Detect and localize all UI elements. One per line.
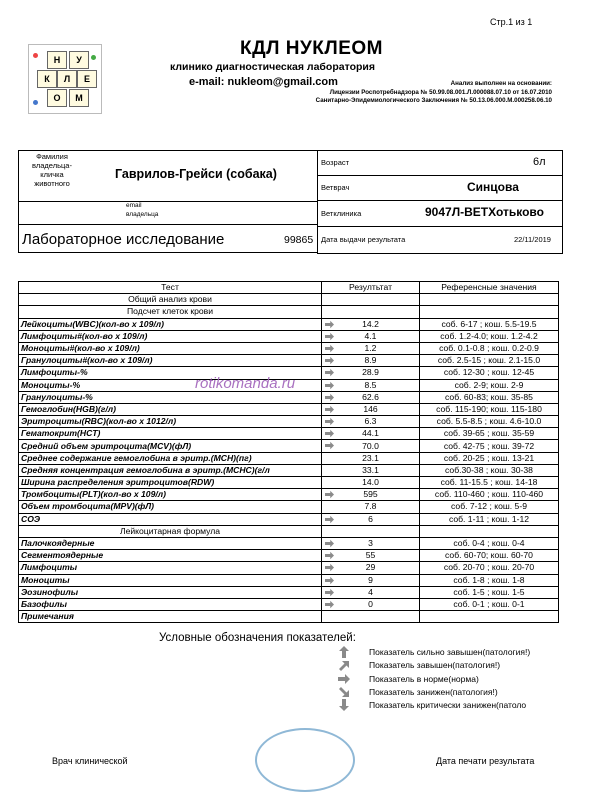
watermark: rotikomanda.ru bbox=[195, 375, 296, 392]
cell-ref: соб. 60-70; кош. 60-70 bbox=[420, 550, 559, 562]
cell-result bbox=[322, 489, 420, 501]
cell-result bbox=[322, 464, 420, 476]
cell-test: Лейкоцитарная формула bbox=[19, 525, 322, 537]
arrow-right-icon bbox=[324, 332, 335, 341]
cell-test: Средняя концентрация гемоглобина в эритр.(MCHC)(г/л bbox=[19, 464, 322, 476]
cell-ref: соб. 12-30 ; кош. 12-45 bbox=[420, 367, 559, 379]
cell-ref: соб. 110-460 ; кош. 110-460 bbox=[420, 489, 559, 501]
table-row bbox=[19, 513, 559, 525]
cell-test: Объем тромбоцита(MPV)(фЛ) bbox=[19, 501, 322, 513]
legend-item: Показатель критически занижен(патоло bbox=[369, 700, 527, 710]
arrow-up-double-icon bbox=[338, 646, 350, 658]
cell-test: Подсчет клеток крови bbox=[19, 306, 322, 318]
cell-result bbox=[322, 562, 420, 574]
legend-item: Показатель сильно завышен(патология!) bbox=[369, 647, 531, 657]
cell-result bbox=[322, 318, 420, 330]
basis-line: Анализ выполнен на основании: bbox=[450, 80, 552, 87]
lab-email: e-mail: nukleom@gmail.com bbox=[189, 76, 338, 88]
cell-result bbox=[322, 611, 420, 623]
age-value: 6л bbox=[533, 156, 546, 168]
cell-result bbox=[322, 501, 420, 513]
cell-result bbox=[322, 477, 420, 489]
cell-test: Сегментоядерные bbox=[19, 550, 322, 562]
cell-result bbox=[322, 525, 420, 537]
result-value: 29 bbox=[365, 562, 376, 573]
result-value: 8.9 bbox=[364, 355, 377, 366]
cell-ref: соб. 1.2-4.0; кош. 1.2-4.2 bbox=[420, 330, 559, 342]
table-row bbox=[19, 562, 559, 574]
cell-ref: соб. 20-70 ; кош. 20-70 bbox=[420, 562, 559, 574]
cell-test: Лимфоциты#(кол-во х 109/л) bbox=[19, 330, 322, 342]
cell-test: Лейкоциты(WBC)(кол-во х 109/л) bbox=[19, 318, 322, 330]
result-value: 595 bbox=[363, 489, 378, 500]
table-section-row bbox=[19, 294, 559, 306]
table-row bbox=[19, 416, 559, 428]
logo-letter: О bbox=[47, 89, 67, 107]
cell-result bbox=[322, 379, 420, 391]
arrow-right-icon bbox=[324, 393, 335, 402]
table-row bbox=[19, 428, 559, 440]
result-value: 55 bbox=[365, 550, 376, 561]
cell-result bbox=[322, 586, 420, 598]
result-value: 8.5 bbox=[364, 379, 377, 390]
arrow-right-icon bbox=[324, 320, 335, 329]
cell-test: СОЭ bbox=[19, 513, 322, 525]
print-date-label: Дата печати результата bbox=[436, 756, 535, 766]
arrow-right-icon bbox=[324, 417, 335, 426]
cell-result bbox=[322, 391, 420, 403]
clinic-label: Ветклиника bbox=[321, 209, 362, 218]
page-number: Стр.1 из 1 bbox=[490, 17, 533, 27]
arrow-right-icon bbox=[324, 429, 335, 438]
lab-name: КДЛ НУКЛЕОМ bbox=[240, 38, 383, 59]
logo-letter: Н bbox=[47, 51, 67, 69]
clinic-value: 9047Л-ВЕТХотьково bbox=[425, 205, 544, 219]
cell-test: Эритроциты(RBC)(кол-во х 1012/л) bbox=[19, 416, 322, 428]
cell-ref: соб. 7-12 ; кош. 5-9 bbox=[420, 501, 559, 513]
cell-result bbox=[322, 513, 420, 525]
result-value: 6.3 bbox=[364, 416, 377, 427]
basis-line: Лицензии Роспотребнадзора № 50.99.08.001.Л.000088.07.10 от 16.07.2010 bbox=[329, 88, 552, 96]
logo-letter: У bbox=[69, 51, 89, 69]
cell-result bbox=[322, 306, 420, 318]
arrow-right-icon bbox=[324, 405, 335, 414]
arrow-right-icon bbox=[324, 441, 335, 450]
result-value: 146 bbox=[363, 403, 378, 414]
cell-ref: соб. 1-5 ; кош. 1-5 bbox=[420, 586, 559, 598]
header-test: Тест bbox=[19, 282, 322, 294]
cell-result bbox=[322, 598, 420, 610]
arrow-right-icon bbox=[324, 515, 335, 524]
cell-test: Моноциты#(кол-во х 109/л) bbox=[19, 342, 322, 354]
arrow-up-right-icon bbox=[338, 660, 350, 672]
cell-ref: соб. 20-25 ; кош. 13-21 bbox=[420, 452, 559, 464]
arrow-right-icon bbox=[324, 381, 335, 390]
cell-ref: соб. 1-8 ; кош. 1-8 bbox=[420, 574, 559, 586]
lab-logo bbox=[28, 44, 102, 114]
lab-study-label: Лабораторное исследование bbox=[22, 231, 225, 248]
study-number: 99865 bbox=[284, 234, 314, 246]
lab-subtitle: клинико диагностическая лаборатория bbox=[170, 61, 375, 73]
legend-title: Условные обозначения показателей: bbox=[159, 632, 356, 644]
cell-ref: соб. 60-83; кош. 35-85 bbox=[420, 391, 559, 403]
cell-ref: соб. 115-190; кош. 115-180 bbox=[420, 403, 559, 415]
result-value: 3 bbox=[368, 538, 373, 549]
arrow-down-right-icon bbox=[338, 686, 350, 698]
table-row bbox=[19, 403, 559, 415]
cell-ref: соб. 2.5-15 ; кош. 2.1-15.0 bbox=[420, 355, 559, 367]
table-row bbox=[19, 391, 559, 403]
table-section-row bbox=[19, 306, 559, 318]
header-result: Резултьтат bbox=[322, 282, 420, 294]
cell-result bbox=[322, 428, 420, 440]
result-value: 44.1 bbox=[362, 428, 379, 439]
details-divider bbox=[317, 226, 562, 227]
table-row bbox=[19, 501, 559, 513]
cell-test: Гранулоциты#(кол-во х 109/л) bbox=[19, 355, 322, 367]
cell-test: Лимфоциты-% bbox=[19, 367, 322, 379]
issue-date-value: 22/11/2019 bbox=[514, 235, 551, 244]
legend-item: Показатель завышен(патология!) bbox=[369, 660, 501, 670]
cell-result bbox=[322, 342, 420, 354]
table-row bbox=[19, 586, 559, 598]
logo-dot bbox=[33, 53, 38, 58]
result-value: 70.0 bbox=[362, 440, 379, 451]
table-row bbox=[19, 342, 559, 354]
table-row bbox=[19, 598, 559, 610]
arrow-right-icon bbox=[324, 539, 335, 548]
issue-date-label: Дата выдачи результата bbox=[321, 235, 406, 244]
cell-ref: соб. 5.5-8.5 ; кош. 4.6-10.0 bbox=[420, 416, 559, 428]
cell-test: Гемоглобин(HGB)(г/л) bbox=[19, 403, 322, 415]
cell-ref: соб. 42-75 ; кош. 39-72 bbox=[420, 440, 559, 452]
logo-dot bbox=[33, 100, 38, 105]
details-divider bbox=[317, 175, 562, 176]
cell-test: Средний объем эритроцита(MCV)(фЛ) bbox=[19, 440, 322, 452]
cell-result bbox=[322, 574, 420, 586]
results-table bbox=[18, 281, 559, 623]
cell-ref bbox=[420, 294, 559, 306]
table-row bbox=[19, 452, 559, 464]
cell-test: Среднее содержание гемоглобина в эритр.(MCH)(пг) bbox=[19, 452, 322, 464]
table-row bbox=[19, 355, 559, 367]
cell-result bbox=[322, 330, 420, 342]
result-value: 33.1 bbox=[362, 464, 379, 475]
cell-ref: соб. 2-9; кош. 2-9 bbox=[420, 379, 559, 391]
result-value: 14.2 bbox=[362, 318, 379, 329]
vet-value: Синцова bbox=[467, 180, 519, 194]
cell-test: Палочкоядерные bbox=[19, 537, 322, 549]
arrow-right-icon bbox=[324, 356, 335, 365]
arrow-right-icon bbox=[338, 673, 350, 685]
cell-test: Примечания bbox=[19, 611, 322, 623]
cell-ref bbox=[420, 525, 559, 537]
cell-test: Моноциты-% bbox=[19, 379, 322, 391]
table-row bbox=[19, 574, 559, 586]
result-value: 0 bbox=[368, 598, 373, 609]
email-label: email владельца bbox=[126, 202, 159, 218]
cell-test: Тромбоциты(PLT)(кол-во х 109/л) bbox=[19, 489, 322, 501]
vet-label: Ветврач bbox=[321, 183, 350, 192]
table-row bbox=[19, 440, 559, 452]
result-value: 62.6 bbox=[362, 391, 379, 402]
logo-dot bbox=[91, 55, 96, 60]
table-row bbox=[19, 550, 559, 562]
results-body bbox=[19, 282, 559, 623]
cell-ref bbox=[420, 306, 559, 318]
logo-letter: Л bbox=[57, 70, 77, 88]
table-row bbox=[19, 330, 559, 342]
arrow-right-icon bbox=[324, 344, 335, 353]
table-row bbox=[19, 477, 559, 489]
cell-test: Ширина распределения эритроцитов(RDW) bbox=[19, 477, 322, 489]
logo-letter: Е bbox=[77, 70, 97, 88]
cell-ref: соб. 39-65 ; кош. 35-59 bbox=[420, 428, 559, 440]
cell-ref bbox=[420, 611, 559, 623]
table-row bbox=[19, 611, 559, 623]
header-ref: Референсные значения bbox=[420, 282, 559, 294]
result-value: 4.1 bbox=[364, 330, 377, 341]
basis-line: Санитарно-Эпидемиологического Заключения № 50.13.06.000.М.000258.06.10 bbox=[315, 97, 552, 104]
cell-ref: соб. 6-17 ; кош. 5.5-19.5 bbox=[420, 318, 559, 330]
cell-ref: соб. 1-11 ; кош. 1-12 bbox=[420, 513, 559, 525]
cell-test: Базофилы bbox=[19, 598, 322, 610]
arrow-right-icon bbox=[324, 368, 335, 377]
cell-result bbox=[322, 452, 420, 464]
result-value: 28.9 bbox=[362, 367, 379, 378]
table-row bbox=[19, 464, 559, 476]
cell-ref: соб. 0.1-0.8 ; кош. 0.2-0.9 bbox=[420, 342, 559, 354]
table-header-row bbox=[19, 282, 559, 294]
cell-result bbox=[322, 355, 420, 367]
cell-ref: соб. 11-15.5 ; кош. 14-18 bbox=[420, 477, 559, 489]
legend-item: Показатель в норме(норма) bbox=[369, 674, 479, 684]
cell-test: Общий анализ крови bbox=[19, 294, 322, 306]
logo-letter: К bbox=[37, 70, 57, 88]
result-value: 4 bbox=[368, 586, 373, 597]
table-section-row bbox=[19, 525, 559, 537]
result-value: 6 bbox=[368, 513, 373, 524]
result-value: 7.8 bbox=[364, 501, 377, 512]
table-row bbox=[19, 489, 559, 501]
age-label: Возраст bbox=[321, 158, 350, 167]
cell-result bbox=[322, 294, 420, 306]
license-basis bbox=[310, 80, 552, 106]
cell-ref: соб.30-38 ; кош. 30-38 bbox=[420, 464, 559, 476]
arrow-right-icon bbox=[324, 551, 335, 560]
doctor-label: Врач клинической bbox=[52, 756, 128, 766]
result-value: 14.0 bbox=[362, 477, 379, 488]
arrow-right-icon bbox=[324, 588, 335, 597]
email-box bbox=[18, 200, 318, 225]
cell-result bbox=[322, 440, 420, 452]
cell-result bbox=[322, 537, 420, 549]
arrow-right-icon bbox=[324, 563, 335, 572]
arrow-down-double-icon bbox=[338, 699, 350, 711]
logo-letter: М bbox=[69, 89, 89, 107]
table-row bbox=[19, 318, 559, 330]
cell-test: Эозинофилы bbox=[19, 586, 322, 598]
arrow-right-icon bbox=[324, 490, 335, 499]
cell-test: Гранулоциты-% bbox=[19, 391, 322, 403]
arrow-right-icon bbox=[324, 600, 335, 609]
cell-result bbox=[322, 403, 420, 415]
cell-ref: соб. 0-4 ; кош. 0-4 bbox=[420, 537, 559, 549]
cell-ref: соб. 0-1 ; кош. 0-1 bbox=[420, 598, 559, 610]
arrow-right-icon bbox=[324, 576, 335, 585]
cell-result bbox=[322, 367, 420, 379]
cell-test: Гематокрит(HCT) bbox=[19, 428, 322, 440]
owner-label: Фамилия владельца-кличка животного bbox=[32, 152, 72, 188]
cell-result bbox=[322, 550, 420, 562]
cell-result bbox=[322, 416, 420, 428]
owner-value: Гаврилов-Грейси (собака) bbox=[115, 167, 277, 181]
details-divider bbox=[317, 200, 562, 201]
cell-test: Моноциты bbox=[19, 574, 322, 586]
result-value: 23.1 bbox=[362, 452, 379, 463]
stamp bbox=[255, 728, 355, 792]
table-row bbox=[19, 537, 559, 549]
legend-item: Показатель занижен(патология!) bbox=[369, 687, 498, 697]
result-value: 1.2 bbox=[364, 343, 377, 354]
cell-test: Лимфоциты bbox=[19, 562, 322, 574]
result-value: 9 bbox=[368, 574, 373, 585]
